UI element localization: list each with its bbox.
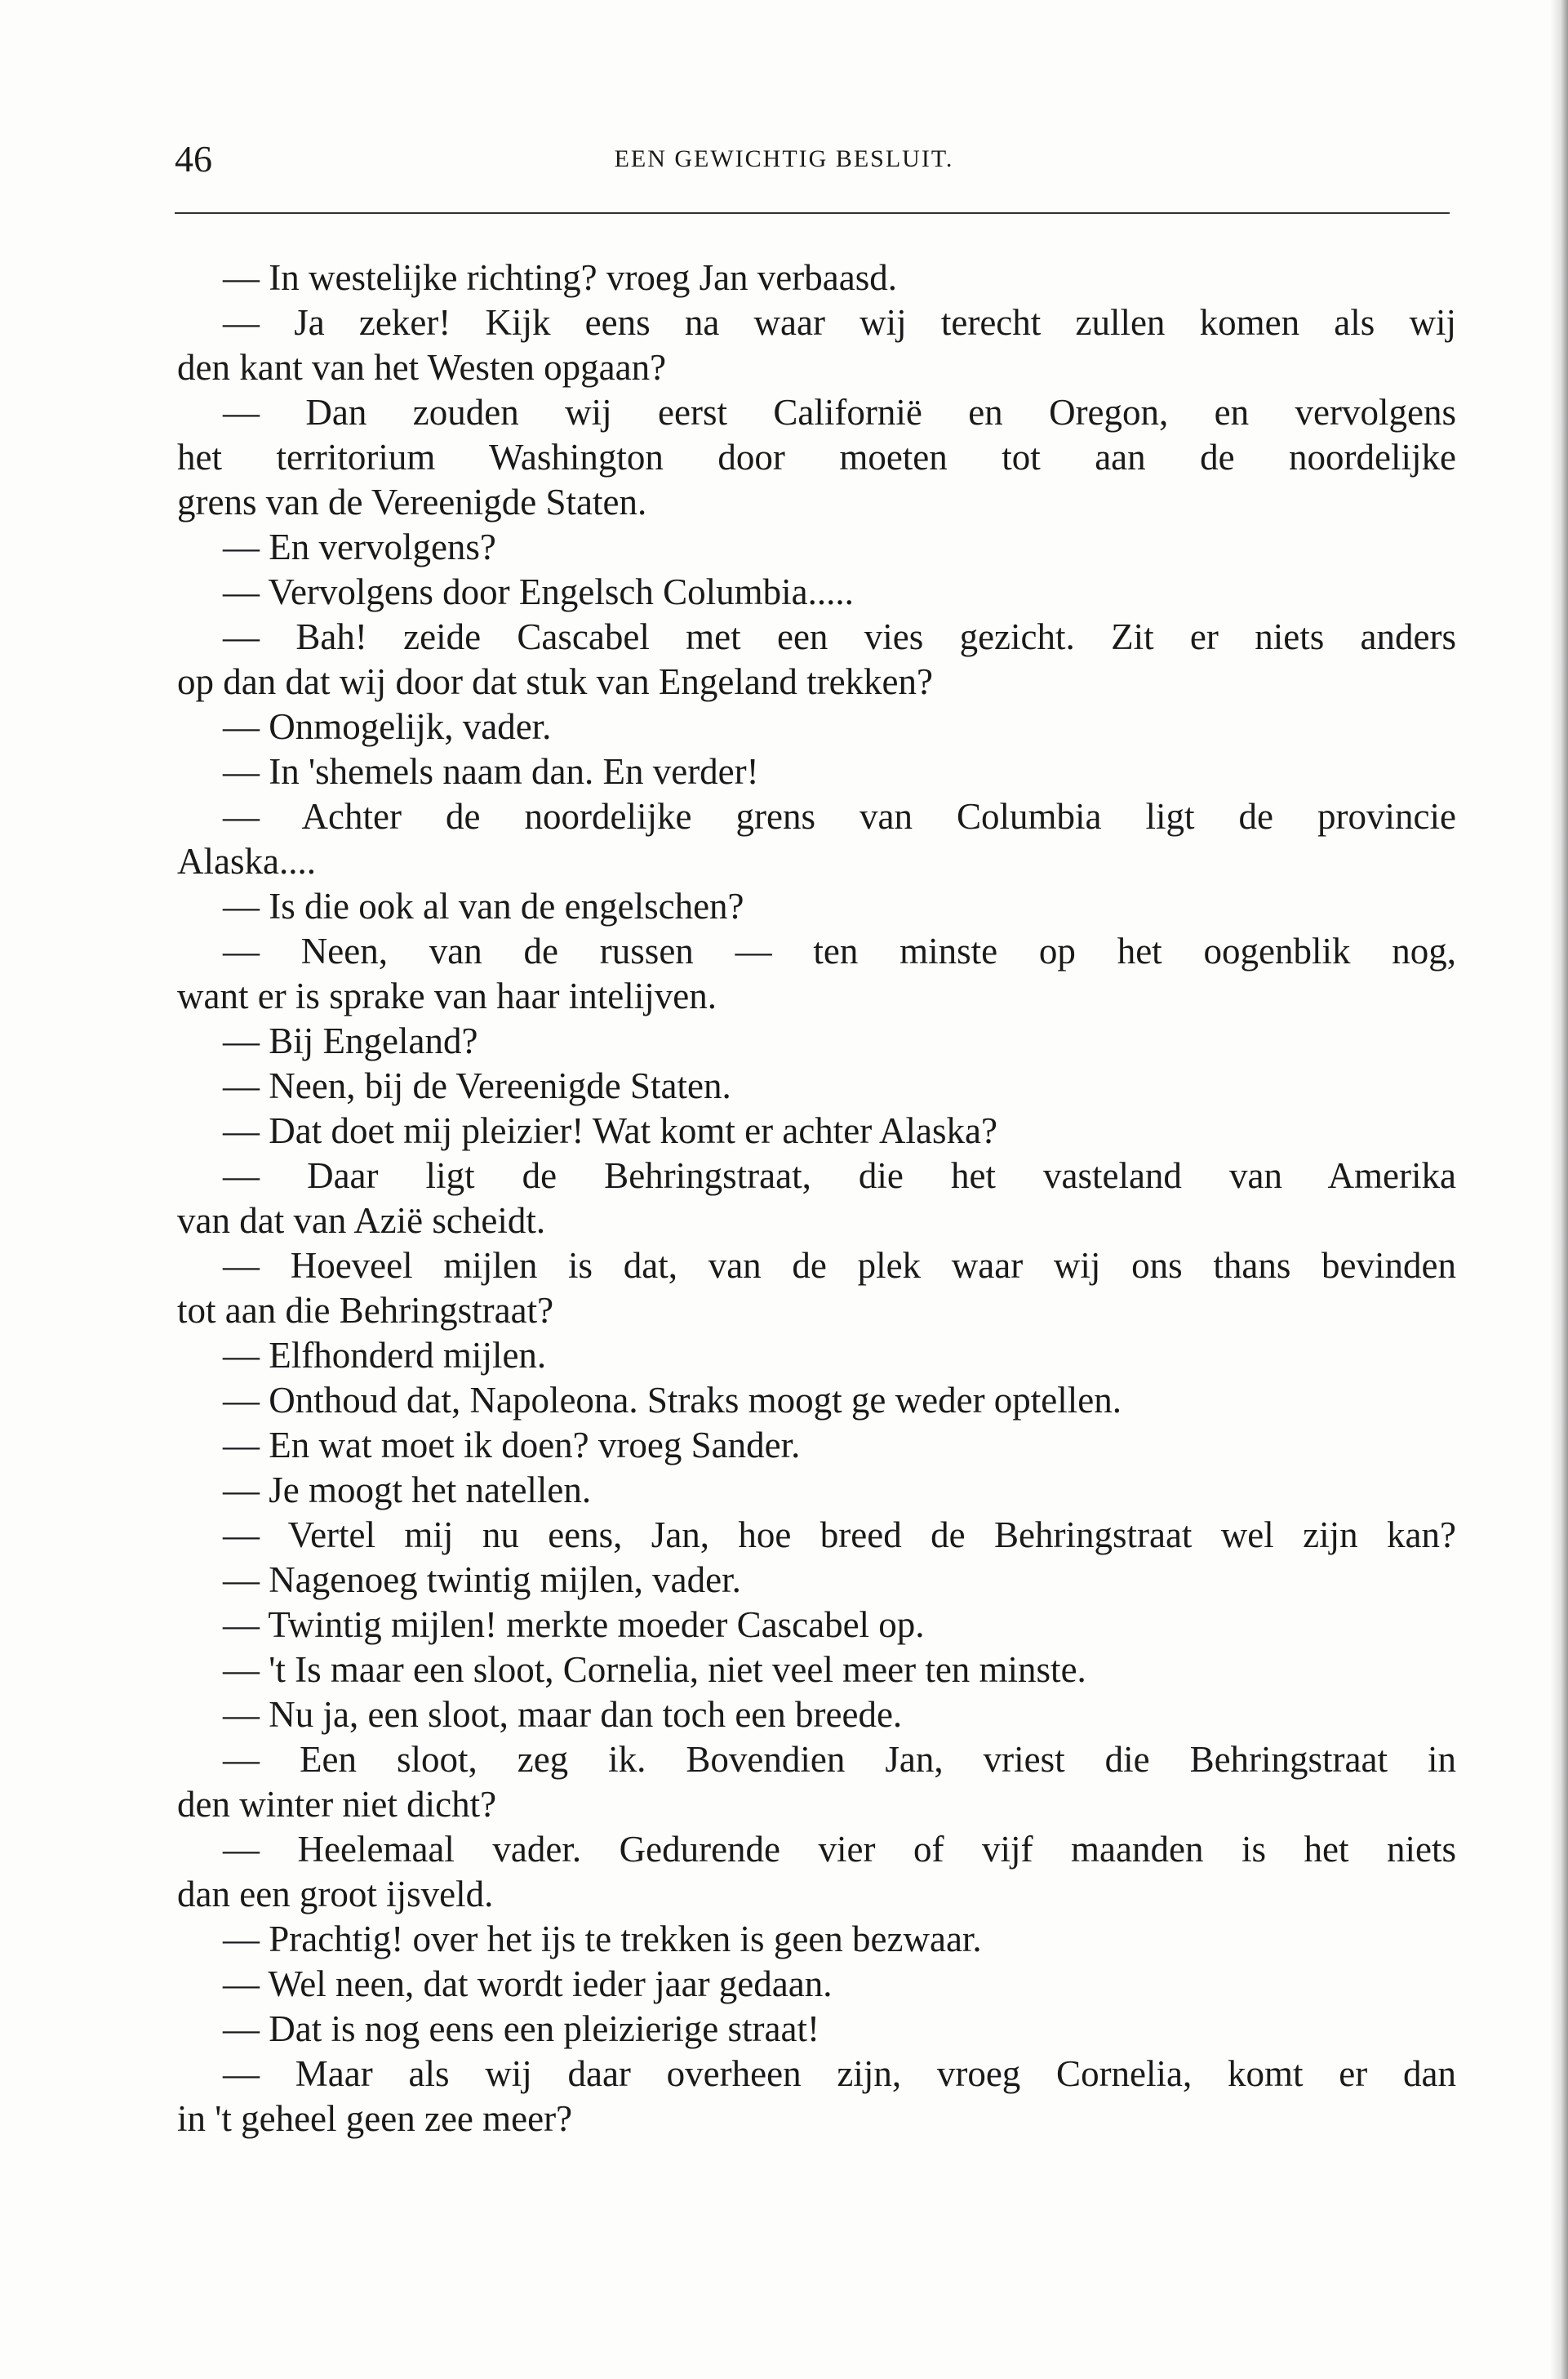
text-line: — In westelijke richting? vroeg Jan verbaasd.: [223, 257, 897, 298]
text-line: — Neen, van de russen — ten minste op het oogenblik nog,: [223, 931, 1456, 972]
text-line: — Een sloot, zeg ik. Bovendien Jan, vriest die Behringstraat in: [223, 1739, 1456, 1780]
text-line: — Ja zeker! Kijk eens na waar wij terecht zullen komen als wij: [223, 302, 1456, 343]
text-line: — Nagenoeg twintig mijlen, vader.: [223, 1559, 741, 1600]
page-number: 46: [175, 138, 212, 180]
text-line: den kant van het Westen opgaan?: [177, 347, 667, 388]
text-line: op dan dat wij door dat stuk van Engeland trekken?: [177, 661, 933, 702]
text-line: — Maar als wij daar overheen zijn, vroeg Cornelia, komt er dan: [223, 2053, 1456, 2094]
text-line: — Wel neen, dat wordt ieder jaar gedaan.: [223, 1963, 833, 2004]
text-line: — En vervolgens?: [223, 527, 496, 567]
text-line: — Nu ja, een sloot, maar dan toch een breede.: [223, 1694, 903, 1735]
text-line: — Achter de noordelijke grens van Columbia ligt de provincie: [223, 796, 1456, 837]
text-line: — Dan zouden wij eerst Californië en Oregon, en vervolgens: [223, 392, 1456, 433]
text-line: — In 'shemels naam dan. En verder!: [223, 751, 759, 792]
text-line: — Daar ligt de Behringstraat, die het vasteland van Amerika: [223, 1155, 1456, 1196]
text-line: — Prachtig! over het ijs te trekken is geen bezwaar.: [223, 1919, 982, 1959]
text-line: het territorium Washington door moeten tot aan de noordelijke: [177, 437, 1456, 478]
text-line: — Is die ook al van de engelschen?: [223, 886, 744, 927]
text-line: — Onthoud dat, Napoleona. Straks moogt ge weder optellen.: [223, 1380, 1122, 1421]
page-edge-shadow: [1550, 0, 1568, 2379]
text-line: — 't Is maar een sloot, Cornelia, niet veel meer ten minste.: [223, 1649, 1086, 1690]
text-line: — Vervolgens door Engelsch Columbia.....: [223, 571, 854, 612]
text-line: — En wat moet ik doen? vroeg Sander.: [223, 1425, 801, 1465]
header-rule: [175, 212, 1450, 214]
text-line: Alaska....: [177, 841, 316, 882]
text-line: — Onmogelijk, vader.: [223, 706, 552, 747]
text-line: — Twintig mijlen! merkte moeder Cascabel op.: [223, 1604, 925, 1645]
running-title: EEN GEWICHTIG BESLUIT.: [614, 145, 954, 172]
text-line: — Hoeveel mijlen is dat, van de plek waar wij ons thans bevinden: [223, 1245, 1456, 1286]
text-line: den winter niet dicht?: [177, 1784, 497, 1825]
text-line: — Vertel mij nu eens, Jan, hoe breed de Behringstraat wel zijn kan?: [223, 1514, 1456, 1555]
text-line: — Elfhonderd mijlen.: [223, 1335, 547, 1376]
text-line: in 't geheel geen zee meer?: [177, 2098, 573, 2139]
text-line: grens van de Vereenigde Staten.: [177, 482, 647, 522]
text-line: — Heelemaal vader. Gedurende vier of vijf maanden is het niets: [223, 1829, 1456, 1870]
body-text: [177, 256, 1456, 2141]
text-line: — Neen, bij de Vereenigde Staten.: [223, 1065, 731, 1106]
text-line: — Bah! zeide Cascabel met een vies gezicht. Zit er niets anders: [223, 616, 1456, 657]
text-line: — Dat doet mij pleizier! Wat komt er achter Alaska?: [223, 1110, 997, 1151]
text-line: van dat van Azië scheidt.: [177, 1200, 546, 1241]
text-line: — Bij Engeland?: [223, 1021, 478, 1061]
text-line: tot aan die Behringstraat?: [177, 1290, 554, 1331]
text-line: dan een groot ijsveld.: [177, 1874, 494, 1914]
text-line: — Dat is nog eens een pleizierige straat!: [223, 2008, 820, 2049]
text-line: — Je moogt het natellen.: [223, 1470, 592, 1510]
text-line: want er is sprake van haar intelijven.: [177, 976, 717, 1016]
